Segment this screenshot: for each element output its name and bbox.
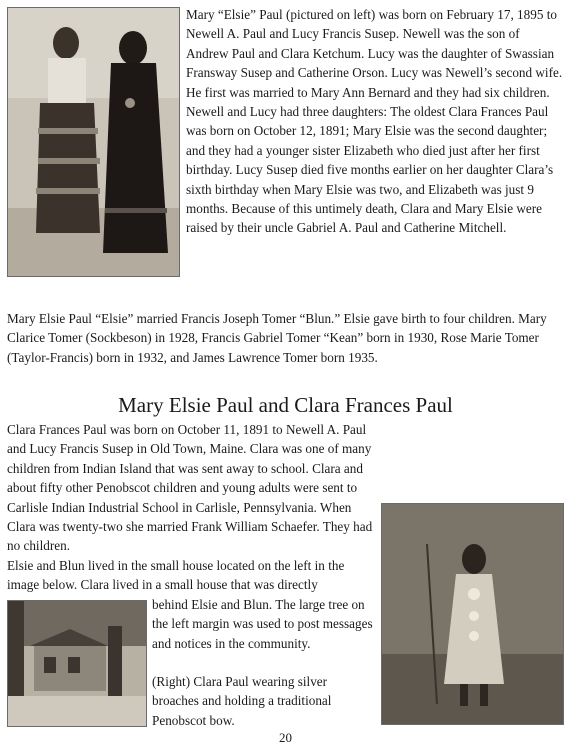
house-paragraph-part1: Elsie and Blun lived in the small house located on the left in the image below. Clara lived in a small house that was directly: [7, 558, 345, 593]
section-title: Mary Elsie Paul and Clara Frances Paul: [118, 393, 453, 417]
clara-paragraph: Clara Frances Paul was born on October 11, 1891 to Newell A. Paul and Lucy Francis Susep in Old Town, Maine. Clara was one of many children from Indian Island that was sent away to school. Clara and about fifty other Penobscot children and young adults were sent to Carlisle Indian Industrial School in Carlisle, Pennsylvania. When Clara was twenty-two she married Frank William Schaefer. They had no children.: [7, 422, 373, 554]
photo-two-women: [7, 7, 180, 277]
house-paragraph-part2: behind Elsie and Blun. The large tree on the left margin was used to post messages and notices in the community.: [152, 597, 373, 651]
marriage-paragraph: Mary Elsie Paul “Elsie” married Francis Joseph Tomer “Blun.” Elsie gave birth to four children. Mary Clarice Tomer (Sockbeson) in 1928, Francis Gabriel Tomer “Kean” born in 1930, Rose Marie Tomer (Taylor-Francis) born in 1932, and James Lawrence Tomer born 1935.: [7, 311, 547, 365]
page-number: 20: [279, 730, 292, 745]
caption-right: (Right) Clara Paul wearing silver broaches and holding a traditional Penobscot bow.: [152, 674, 332, 728]
photo-house: [7, 600, 147, 727]
intro-paragraph: Mary “Elsie” Paul (pictured on left) was born on February 17, 1895 to Newell A. Paul and Lucy Francis Susep. Newell was the son of Andrew Paul and Clara Ketchum. Lucy was the daughter of Swassian Fransway Susep and Catherine Orson. Lucy was Newell’s second wife. He first was married to Mary Ann Bernard and they had six children. Newell and Lucy had three daughters: The oldest Clara Frances Paul was born on October 12, 1891; Mary Elsie was the second daughter; and they had a younger sister Elizabeth who died just after her first birthday. Lucy Susep died five months earlier on her daughter Clara’s sixth birthday when Mary Elsie was two, and Elizabeth was just 9 months. Because of this untimely death, Clara and Mary Elsie were raised by their uncle Gabriel A. Paul and Catherine Mitchell.: [186, 7, 563, 236]
photo-clara-paul: [381, 503, 564, 725]
